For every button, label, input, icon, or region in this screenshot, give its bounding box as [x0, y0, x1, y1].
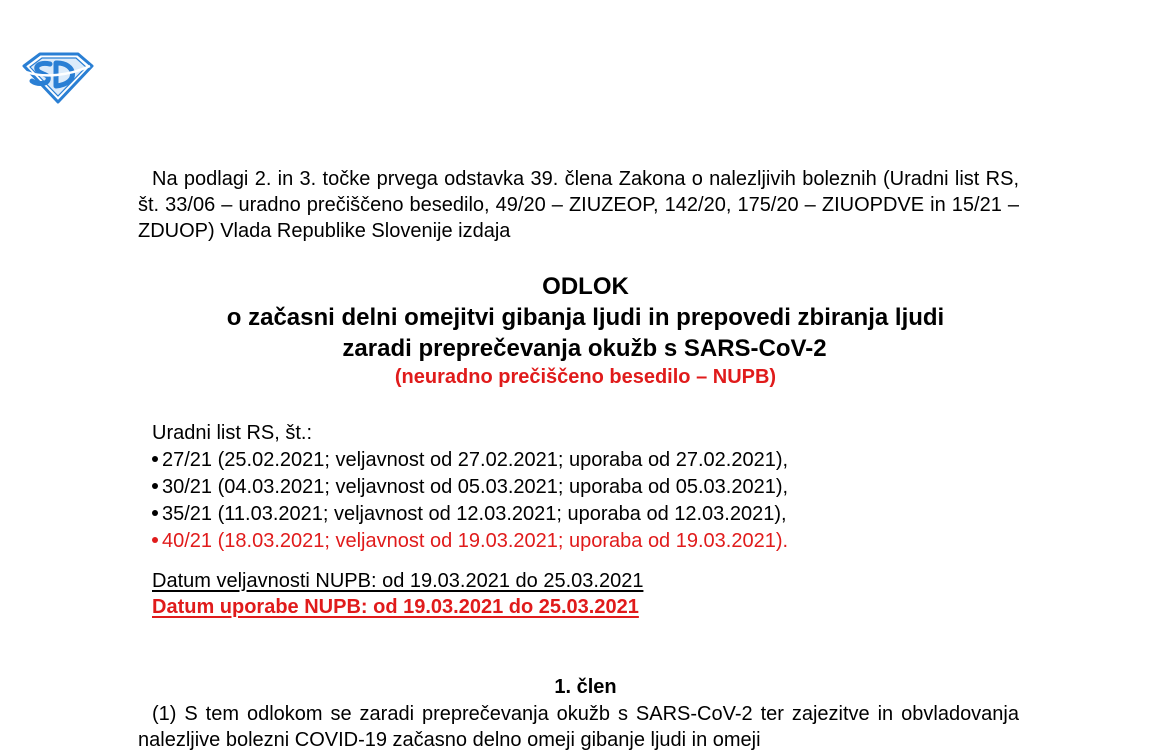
bullet-icon	[152, 537, 158, 543]
sd-logo-icon	[20, 48, 96, 104]
bullet-icon	[152, 483, 158, 489]
decree-subtitle-line-2: zaradi preprečevanja okužb s SARS-CoV-2	[342, 335, 827, 362]
decree-heading	[0, 272, 1157, 390]
article-body: (1) S tem odlokom se zaradi preprečevanja okužb s SARS-CoV-2 ter zajezitve in obvladovanja nalezljive bolezni COVID-19 začasno delno omeji gibanje ljudi in omeji	[138, 703, 1019, 751]
gazette-item-text: 40/21 (18.03.2021; veljavnost od 19.03.2021; uporaba od 19.03.2021).	[162, 530, 789, 552]
gazette-item-text: 30/21 (04.03.2021; veljavnost od 05.03.2021; uporaba od 05.03.2021),	[162, 476, 789, 498]
decree-title: ODLOK	[542, 273, 629, 300]
gazette-item	[152, 501, 788, 528]
article-title: 1. člen	[554, 676, 617, 698]
gazette-header: Uradni list RS, št.:	[152, 422, 313, 444]
gazette-item-text: 27/21 (25.02.2021; veljavnost od 27.02.2021; uporaba od 27.02.2021),	[162, 449, 789, 471]
nupb-dates	[152, 568, 643, 620]
intro-paragraph: Na podlagi 2. in 3. točke prvega odstavka 39. člena Zakona o nalezljivih boleznih (Uradni list RS, št. 33/06 – uradno prečiščeno besedilo, 49/20 – ZIUZEOP, 142/20, 175/20 – ZIUOPDVE in 15/21 – ZDUOP) Vlada Republike Slovenije izdaja	[138, 168, 1019, 242]
gazette-references	[152, 420, 788, 555]
gazette-item	[152, 447, 788, 474]
gazette-item-text: 35/21 (11.03.2021; veljavnost od 12.03.2021; uporaba od 12.03.2021),	[162, 503, 787, 525]
bullet-icon	[152, 510, 158, 516]
nupb-note: (neuradno prečiščeno besedilo – NUPB)	[394, 366, 777, 388]
gazette-list	[152, 447, 788, 555]
gazette-item	[152, 474, 788, 501]
validity-date: Datum veljavnosti NUPB: od 19.03.2021 do 25.03.2021	[152, 570, 644, 592]
application-date: Datum uporabe NUPB: od 19.03.2021 do 25.03.2021	[152, 596, 639, 618]
decree-subtitle-line-1: o začasni delni omejitvi gibanja ljudi in prepovedi zbiranja ljudi	[226, 304, 945, 331]
gazette-item-latest	[152, 528, 788, 555]
bullet-icon	[152, 456, 158, 462]
